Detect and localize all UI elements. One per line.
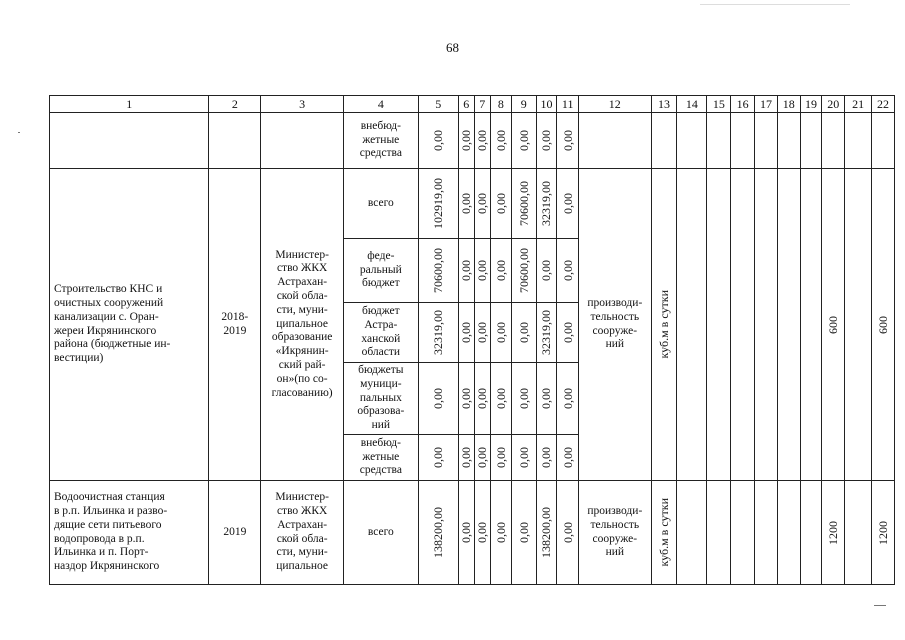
indicator-unit-text: куб.м в сутки — [656, 290, 671, 359]
amount-value-text: 0,00 — [475, 193, 490, 214]
indicator-value-col20 — [822, 169, 845, 481]
column-number-19: 19 — [800, 96, 822, 113]
amount-value — [557, 481, 579, 585]
amount-value — [458, 303, 474, 363]
amount-value-text: 70600,00 — [431, 248, 446, 293]
amount-value-text: 0,00 — [516, 322, 531, 343]
funding-source: бюджет Астра- ханской области — [344, 303, 419, 363]
amount-value-text: 0,00 — [516, 447, 531, 468]
amount-value — [418, 363, 458, 435]
column-number-10: 10 — [536, 96, 557, 113]
column-19-cell — [800, 169, 822, 481]
amount-value-text: 0,00 — [493, 322, 508, 343]
column-21-cell — [845, 169, 872, 481]
amount-value-text: 32319,00 — [539, 181, 554, 226]
column-16-cell — [731, 169, 755, 481]
amount-value-text: 0,00 — [431, 130, 446, 151]
amount-value-text: 0,00 — [475, 322, 490, 343]
column-number-16: 16 — [731, 96, 755, 113]
indicator-value-col22-text: 1200 — [875, 520, 890, 545]
amount-value-text: 0,00 — [459, 130, 474, 151]
column-number-22: 22 — [872, 96, 895, 113]
amount-value — [557, 239, 579, 303]
indicator-value-col22 — [872, 481, 895, 585]
table-row — [50, 113, 895, 169]
column-number-14: 14 — [677, 96, 707, 113]
amount-value-text: 0,00 — [539, 447, 554, 468]
column-number-21: 21 — [845, 96, 872, 113]
indicator-name: производи- тельность сооруже- ний — [579, 481, 651, 585]
amount-value-text: 32319,00 — [539, 310, 554, 355]
amount-value-text: 138200,00 — [431, 507, 446, 558]
indicator-cell — [579, 113, 651, 169]
funding-source: внебюд- жетные средства — [344, 113, 419, 169]
project-executor: Министер- ство ЖКХ Астрахан- ской обла- сти, муни- ципальное — [261, 481, 344, 585]
column-number-11: 11 — [557, 96, 579, 113]
column-number-13: 13 — [651, 96, 677, 113]
amount-value — [536, 363, 557, 435]
column-19-cell — [800, 113, 822, 169]
column-number-15: 15 — [707, 96, 731, 113]
funding-source: внебюд- жетные средства — [344, 435, 419, 481]
amount-value-text: 0,00 — [493, 522, 508, 543]
amount-value — [557, 363, 579, 435]
amount-value — [418, 435, 458, 481]
amount-value-text: 0,00 — [493, 447, 508, 468]
amount-value — [474, 239, 491, 303]
column-16-cell — [731, 113, 755, 169]
amount-value — [511, 239, 536, 303]
column-15-cell — [707, 169, 731, 481]
table-row — [50, 169, 895, 239]
amount-value — [536, 435, 557, 481]
amount-value-text: 0,00 — [560, 130, 575, 151]
amount-value-text: 0,00 — [475, 130, 490, 151]
column-number-9: 9 — [511, 96, 536, 113]
amount-value-text: 0,00 — [560, 193, 575, 214]
indicator-value-col22 — [872, 169, 895, 481]
amount-value — [536, 481, 557, 585]
amount-value — [491, 239, 512, 303]
column-number-7: 7 — [474, 96, 491, 113]
project-name-cell — [50, 113, 209, 169]
amount-value-text: 0,00 — [459, 522, 474, 543]
amount-value-text: 0,00 — [539, 260, 554, 281]
column-number-18: 18 — [777, 96, 800, 113]
amount-value — [474, 113, 491, 169]
amount-value-text: 0,00 — [475, 522, 490, 543]
amount-value-text: 102919,00 — [431, 178, 446, 229]
amount-value-text: 0,00 — [560, 388, 575, 409]
amount-value-text: 0,00 — [431, 447, 446, 468]
header-row — [50, 96, 895, 113]
amount-value-text: 70600,00 — [516, 181, 531, 226]
amount-value — [418, 113, 458, 169]
amount-value-text: 0,00 — [560, 322, 575, 343]
amount-value — [511, 481, 536, 585]
project-name: Водоочистная станция в р.п. Ильинка и разво- дящие сети питьевого водопровода в р.п. Ильинка и п. Порт- наздор Икрянинского — [50, 481, 209, 585]
indicator-unit-text: куб.м в сутки — [656, 498, 671, 567]
page-number: 68 — [446, 40, 459, 55]
amount-value-text: 0,00 — [431, 388, 446, 409]
project-period: 2018- 2019 — [209, 169, 261, 481]
amount-value — [458, 169, 474, 239]
column-19-cell — [800, 481, 822, 585]
amount-value-text: 138200,00 — [539, 507, 554, 558]
amount-value-text: 0,00 — [475, 447, 490, 468]
amount-value — [511, 435, 536, 481]
amount-value — [536, 113, 557, 169]
column-17-cell — [755, 113, 778, 169]
column-14-cell — [677, 113, 707, 169]
amount-value — [536, 239, 557, 303]
amount-value — [536, 169, 557, 239]
indicator-unit — [651, 169, 677, 481]
amount-value — [557, 435, 579, 481]
column-16-cell — [731, 481, 755, 585]
amount-value-text: 0,00 — [516, 522, 531, 543]
indicator-value-col22-text: 600 — [875, 315, 890, 334]
column-number-12: 12 — [579, 96, 651, 113]
column-14-cell — [677, 169, 707, 481]
column-18-cell — [777, 481, 800, 585]
amount-value-text: 0,00 — [516, 388, 531, 409]
amount-value — [511, 113, 536, 169]
amount-value-text: 0,00 — [493, 260, 508, 281]
column-number-17: 17 — [755, 96, 778, 113]
amount-value — [491, 481, 512, 585]
amount-value-text: 0,00 — [560, 447, 575, 468]
amount-value — [557, 169, 579, 239]
column-15-cell — [707, 113, 731, 169]
column-18-cell — [777, 113, 800, 169]
indicator-name: производи- тельность сооруже- ний — [579, 169, 651, 481]
amount-value — [491, 303, 512, 363]
column-number-1: 1 — [50, 96, 209, 113]
period-cell — [209, 113, 261, 169]
amount-value-text: 0,00 — [459, 388, 474, 409]
column-21-cell — [845, 113, 872, 169]
amount-value — [418, 303, 458, 363]
amount-value — [418, 239, 458, 303]
funding-source: всего — [344, 481, 419, 585]
column-14-cell — [677, 481, 707, 585]
amount-value-text: 0,00 — [539, 130, 554, 151]
amount-value — [491, 363, 512, 435]
amount-value — [491, 435, 512, 481]
table-row — [50, 481, 895, 585]
amount-value — [491, 169, 512, 239]
amount-value — [474, 363, 491, 435]
amount-value — [474, 435, 491, 481]
amount-value-text: 0,00 — [459, 193, 474, 214]
column-21-cell — [845, 481, 872, 585]
column-17-cell — [755, 169, 778, 481]
amount-value-text: 0,00 — [459, 260, 474, 281]
column-18-cell — [777, 169, 800, 481]
column-number-8: 8 — [491, 96, 512, 113]
amount-value-text: 0,00 — [516, 130, 531, 151]
amount-value — [418, 481, 458, 585]
amount-value — [511, 303, 536, 363]
amount-value-text: 0,00 — [493, 193, 508, 214]
amount-value-text: 32319,00 — [431, 310, 446, 355]
column-13-cell — [651, 113, 677, 169]
project-period: 2019 — [209, 481, 261, 585]
funding-source: феде- ральный бюджет — [344, 239, 419, 303]
column-20-cell — [822, 113, 845, 169]
amount-value — [458, 239, 474, 303]
project-executor: Министер- ство ЖКХ Астрахан- ской обла- сти, муни- ципальное образование «Икрянин- ский рай- он»(по со- гласованию) — [261, 169, 344, 481]
executor-cell — [261, 113, 344, 169]
column-number-2: 2 — [209, 96, 261, 113]
program-table — [49, 95, 895, 585]
amount-value — [511, 363, 536, 435]
amount-value-text: 0,00 — [459, 447, 474, 468]
amount-value — [458, 435, 474, 481]
indicator-value-col20-text: 600 — [826, 315, 841, 334]
amount-value — [536, 303, 557, 363]
column-number-6: 6 — [458, 96, 474, 113]
funding-source: всего — [344, 169, 419, 239]
project-name: Строительство КНС и очистных сооружений канализации с. Оран- жереи Икрянинского района (бюджетные ин- вестиции) — [50, 169, 209, 481]
funding-source: бюджеты муници- пальных образова- ний — [344, 363, 419, 435]
amount-value-text: 70600,00 — [516, 248, 531, 293]
amount-value-text: 0,00 — [539, 388, 554, 409]
amount-value — [458, 363, 474, 435]
column-number-20: 20 — [822, 96, 845, 113]
amount-value — [557, 303, 579, 363]
column-number-4: 4 — [344, 96, 419, 113]
indicator-value-col20-text: 1200 — [826, 520, 841, 545]
column-15-cell — [707, 481, 731, 585]
amount-value-text: 0,00 — [493, 130, 508, 151]
amount-value — [474, 169, 491, 239]
amount-value — [458, 481, 474, 585]
amount-value — [491, 113, 512, 169]
amount-value — [474, 303, 491, 363]
amount-value-text: 0,00 — [493, 388, 508, 409]
amount-value-text: 0,00 — [560, 522, 575, 543]
amount-value — [458, 113, 474, 169]
amount-value-text: 0,00 — [560, 260, 575, 281]
indicator-unit — [651, 481, 677, 585]
column-number-3: 3 — [261, 96, 344, 113]
amount-value — [511, 169, 536, 239]
amount-value — [557, 113, 579, 169]
column-17-cell — [755, 481, 778, 585]
indicator-value-col20 — [822, 481, 845, 585]
amount-value-text: 0,00 — [459, 322, 474, 343]
column-22-cell — [872, 113, 895, 169]
amount-value — [418, 169, 458, 239]
amount-value — [474, 481, 491, 585]
column-number-5: 5 — [418, 96, 458, 113]
amount-value-text: 0,00 — [475, 388, 490, 409]
amount-value-text: 0,00 — [475, 260, 490, 281]
